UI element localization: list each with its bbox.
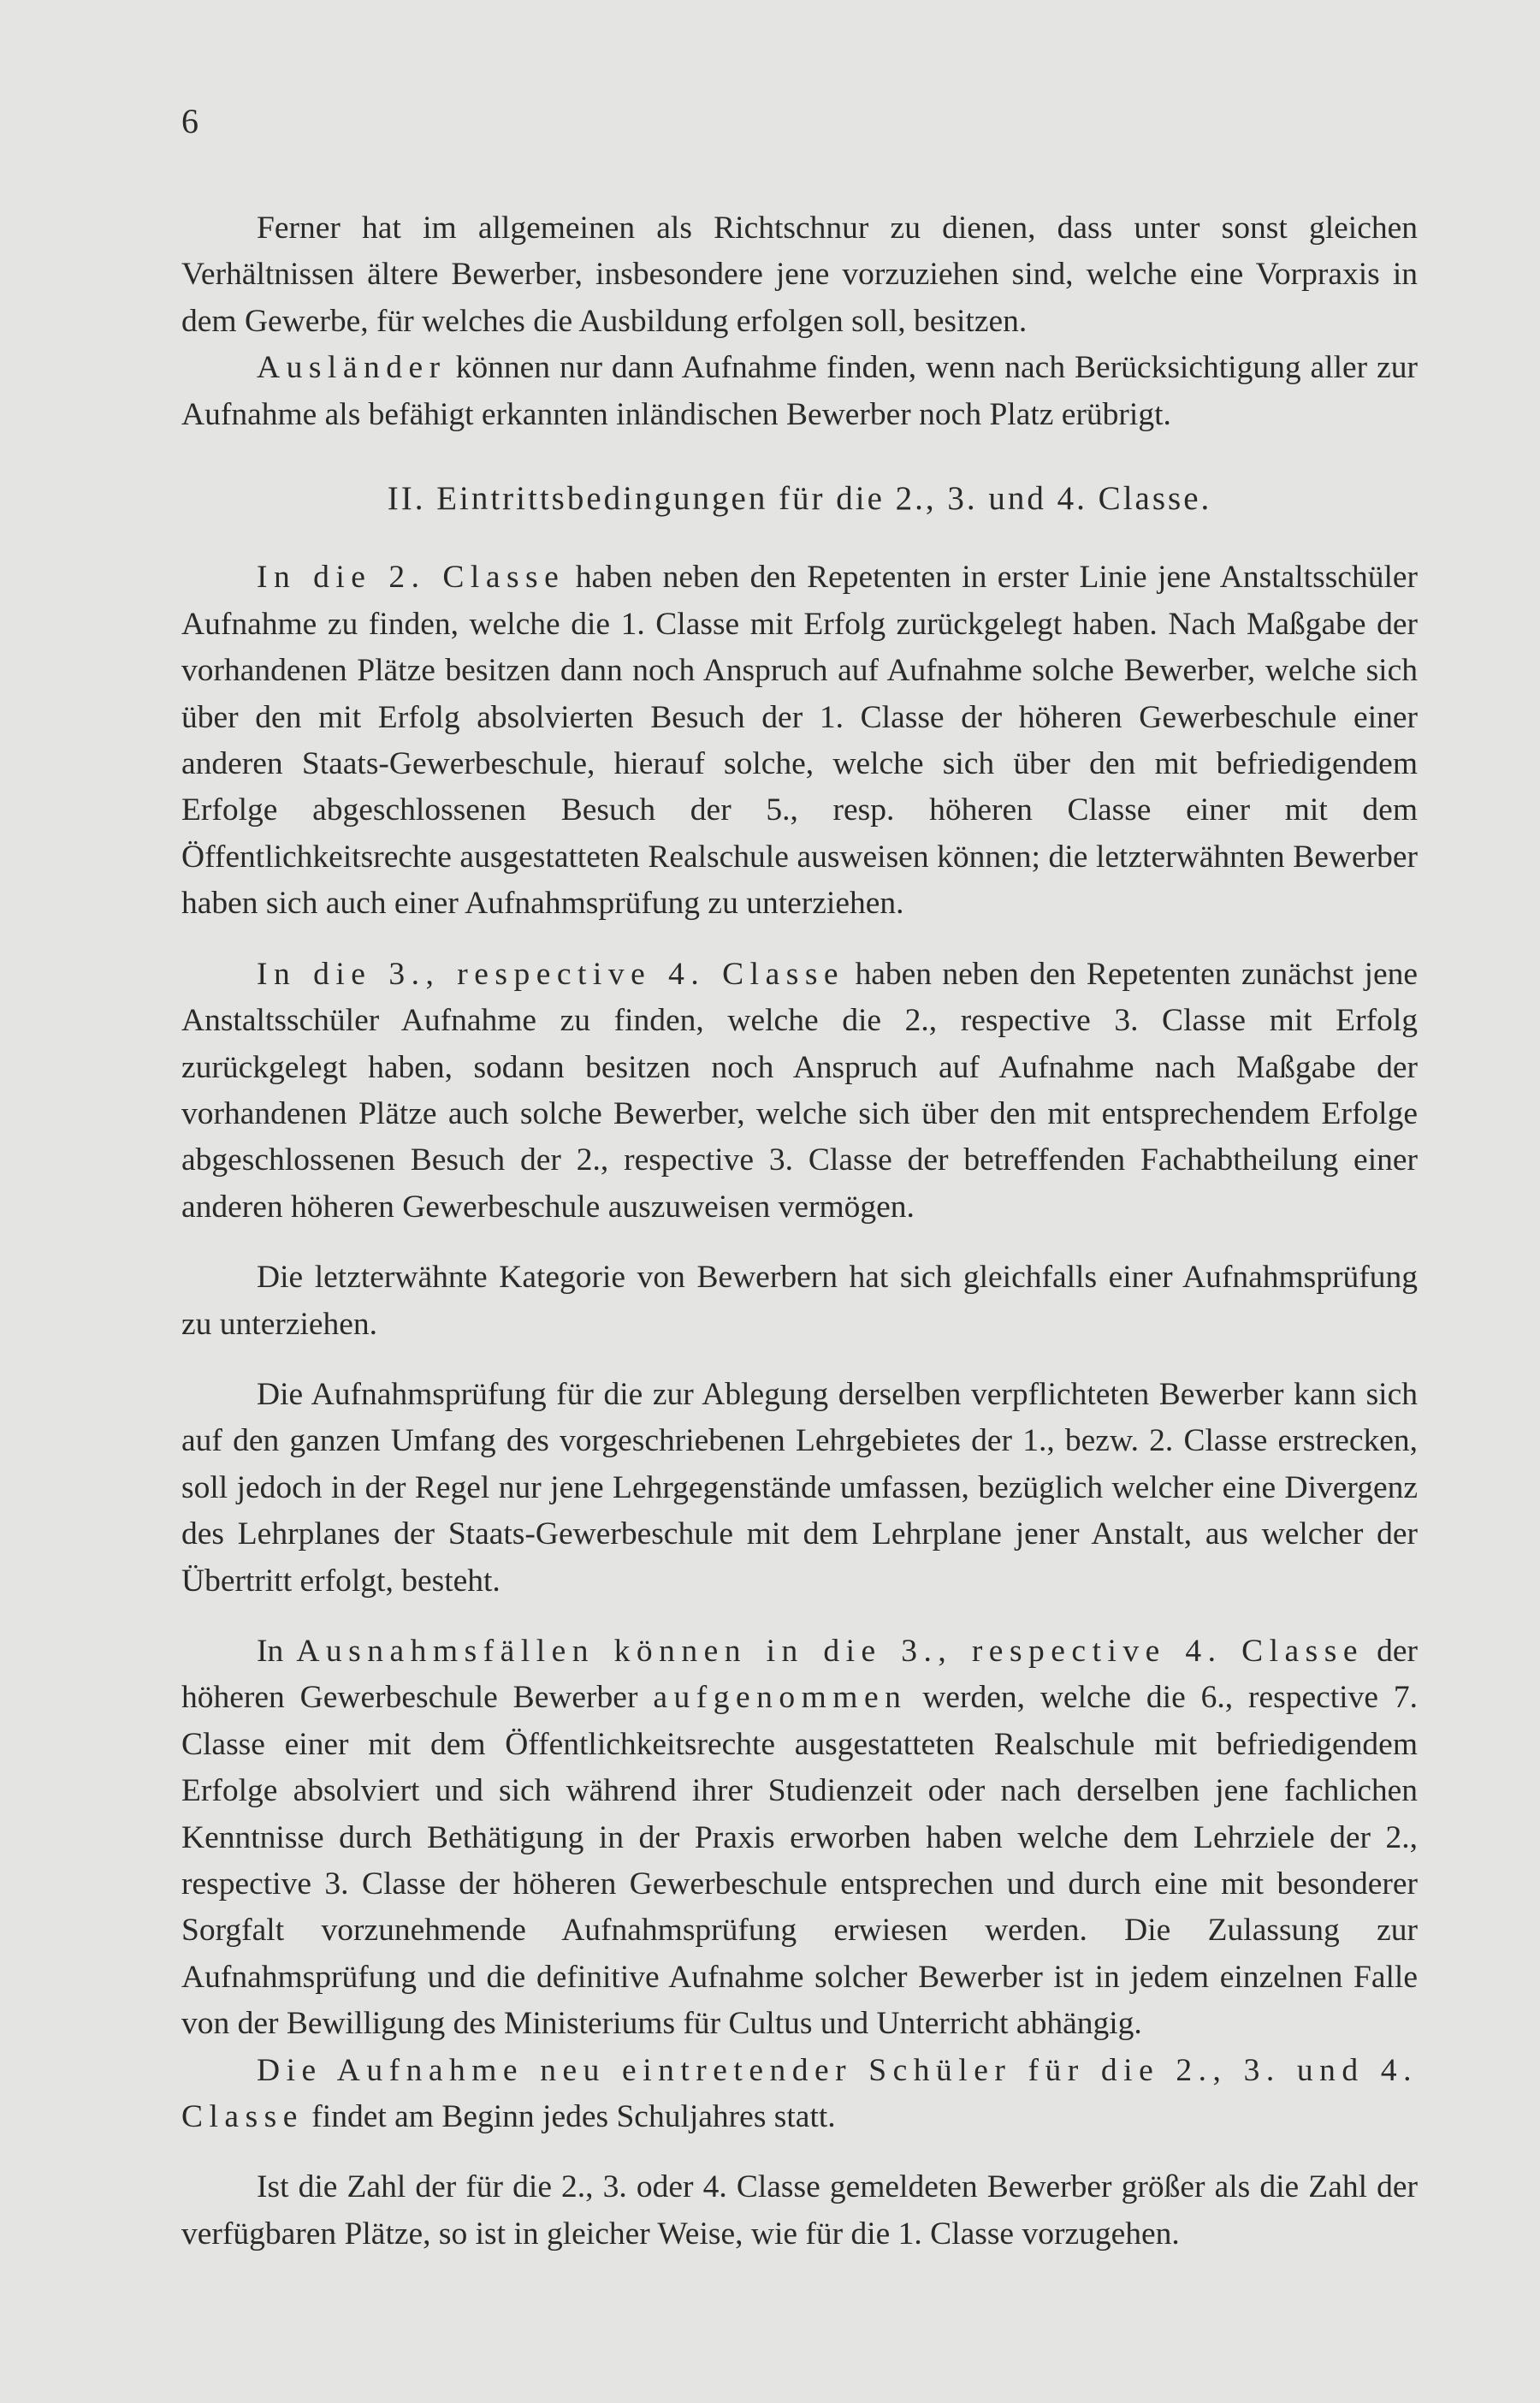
emphasis-in-die-2-classe: In die 2. Classe: [257, 560, 566, 596]
paragraph-ranking-rule: Ferner hat im allgemeinen als Richtschnur zu dienen, dass unter sonst gleichen Verhältnissen ältere Bewerber, insbesondere jene vorzuziehen sind, welche eine Vorpraxis in dem Gewerbe, für welches die Ausbildung erfolgen soll, besitzen.: [181, 211, 1418, 339]
emphasis-ausnahmsfaellen: Ausnahmsfällen können in die 3., respective 4. Classe: [296, 1633, 1365, 1669]
paragraph-exam-required: Die letzterwähnte Kategorie von Bewerbern hat sich gleichfalls einer Aufnahmsprüfung zu unterziehen.: [181, 1260, 1418, 1342]
emphasis-auslaender: Ausländer: [257, 350, 447, 386]
paragraph-class-3-4: In die 3., respective 4. Classe haben neben den Repetenten zunächst jene Anstaltsschüler Aufnahme zu finden, welche die 2., respective 3. Classe mit Erfolg zurückgelegt haben, sodann besitzen noch Anspruch auf Aufnahme nach Maßgabe der vorhandenen Plätze auch solche Bewerber, welche sich über den mit entsprechendem Erfolge abgeschlossenen Besuch der 2., respective 3. Classe der betreffenden Fachabtheilung einer anderen höheren Gewerbeschule auszuweisen vermögen.: [181, 956, 1418, 1225]
paragraph-class-2: In die 2. Classe haben neben den Repetenten in erster Linie jene Anstaltsschüler Aufnahme zu finden, welche die 1. Classe mit Erfolg zurückgelegt haben. Nach Maßgabe der vorhandenen Plätze besitzen dann noch Anspruch auf Aufnahme solche Bewerber, welche sich über den mit Erfolg absolvierten Besuch der 1. Classe der höheren Gewerbeschule einer anderen Staats-Gewerbeschule, hierauf solche, welche sich über den mit befriedigendem Erfolge abgeschlossenen Besuch der 5., resp. höheren Classe einer mit dem Öffentlichkeitsrechte ausgestatteten Realschule ausweisen können; die letzterwähnten Bewerber haben sich auch einer Aufnahmsprüfung zu unterziehen.: [181, 560, 1418, 922]
paragraph-oversubscription: Ist die Zahl der für die 2., 3. oder 4. Classe gemeldeten Bewerber größer als die Zahl der verfügbaren Plätze, so ist in gleicher Weise, wie für die 1. Classe vorzugehen.: [181, 2169, 1418, 2252]
emphasis-aufgenommen: aufgenommen: [653, 1680, 908, 1716]
section-heading: II. Eintrittsbedingungen für die 2., 3. und 4. Classe.: [387, 480, 1212, 518]
page-number: 6: [181, 102, 198, 140]
emphasis-aufnahme: Die Aufnahme neu eintretender Schüler für die 2., 3. und 4. Classe: [181, 2052, 1418, 2135]
paragraph-exam-scope: Die Aufnahmsprüfung für die zur Ablegung derselben verpflichteten Bewerber kann sich auf den ganzen Umfang des vorgeschriebenen Lehrgebietes der 1., bezw. 2. Classe erstrecken, soll jedoch in der Regel nur jene Lehrgegenstände umfassen, bezüglich welcher eine Divergenz des Lehrplanes der Staats-Gewerbeschule mit dem Lehrplane jener Anstalt, aus welcher der Übertritt erfolgt, besteht.: [181, 1376, 1418, 1599]
paragraph-foreigners: Ausländer können nur dann Aufnahme finden, wenn nach Berücksichtigung aller zur Aufnahme als befähigt erkannten inländischen Bewerber noch Platz erübrigt.: [181, 350, 1418, 432]
emphasis-in-die-3-4-classe: In die 3., respective 4. Classe: [257, 956, 845, 992]
paragraph-exceptions: In Ausnahmsfällen können in die 3., respective 4. Classe der höheren Gewerbeschule Bewerber aufgenommen werden, welche die 6., respective 7. Classe einer mit dem Öffentlichkeitsrechte ausgestatteten Realschule mit befriedigendem Erfolge absolviert und sich während ihrer Studienzeit oder nach derselben jene fachlichen Kenntnisse durch Bethätigung in der Praxis erworben haben welche dem Lehrziele der 2., respective 3. Classe der höheren Gewerbeschule entsprechen und durch eine mit besonderer Sorgfalt vorzunehmende Aufnahmsprüfung erwiesen werden. Die Zulassung zur Aufnahmsprüfung und die definitive Aufnahme solcher Bewerber ist in jedem einzelnen Falle von der Bewilligung des Ministeriums für Cultus und Unterricht abhängig.: [181, 1633, 1418, 2042]
body-text: [181, 205, 1418, 2258]
paragraph-admission-time: Die Aufnahme neu eintretender Schüler für die 2., 3. und 4. Classe findet am Beginn jedes Schuljahres statt.: [181, 2052, 1418, 2135]
